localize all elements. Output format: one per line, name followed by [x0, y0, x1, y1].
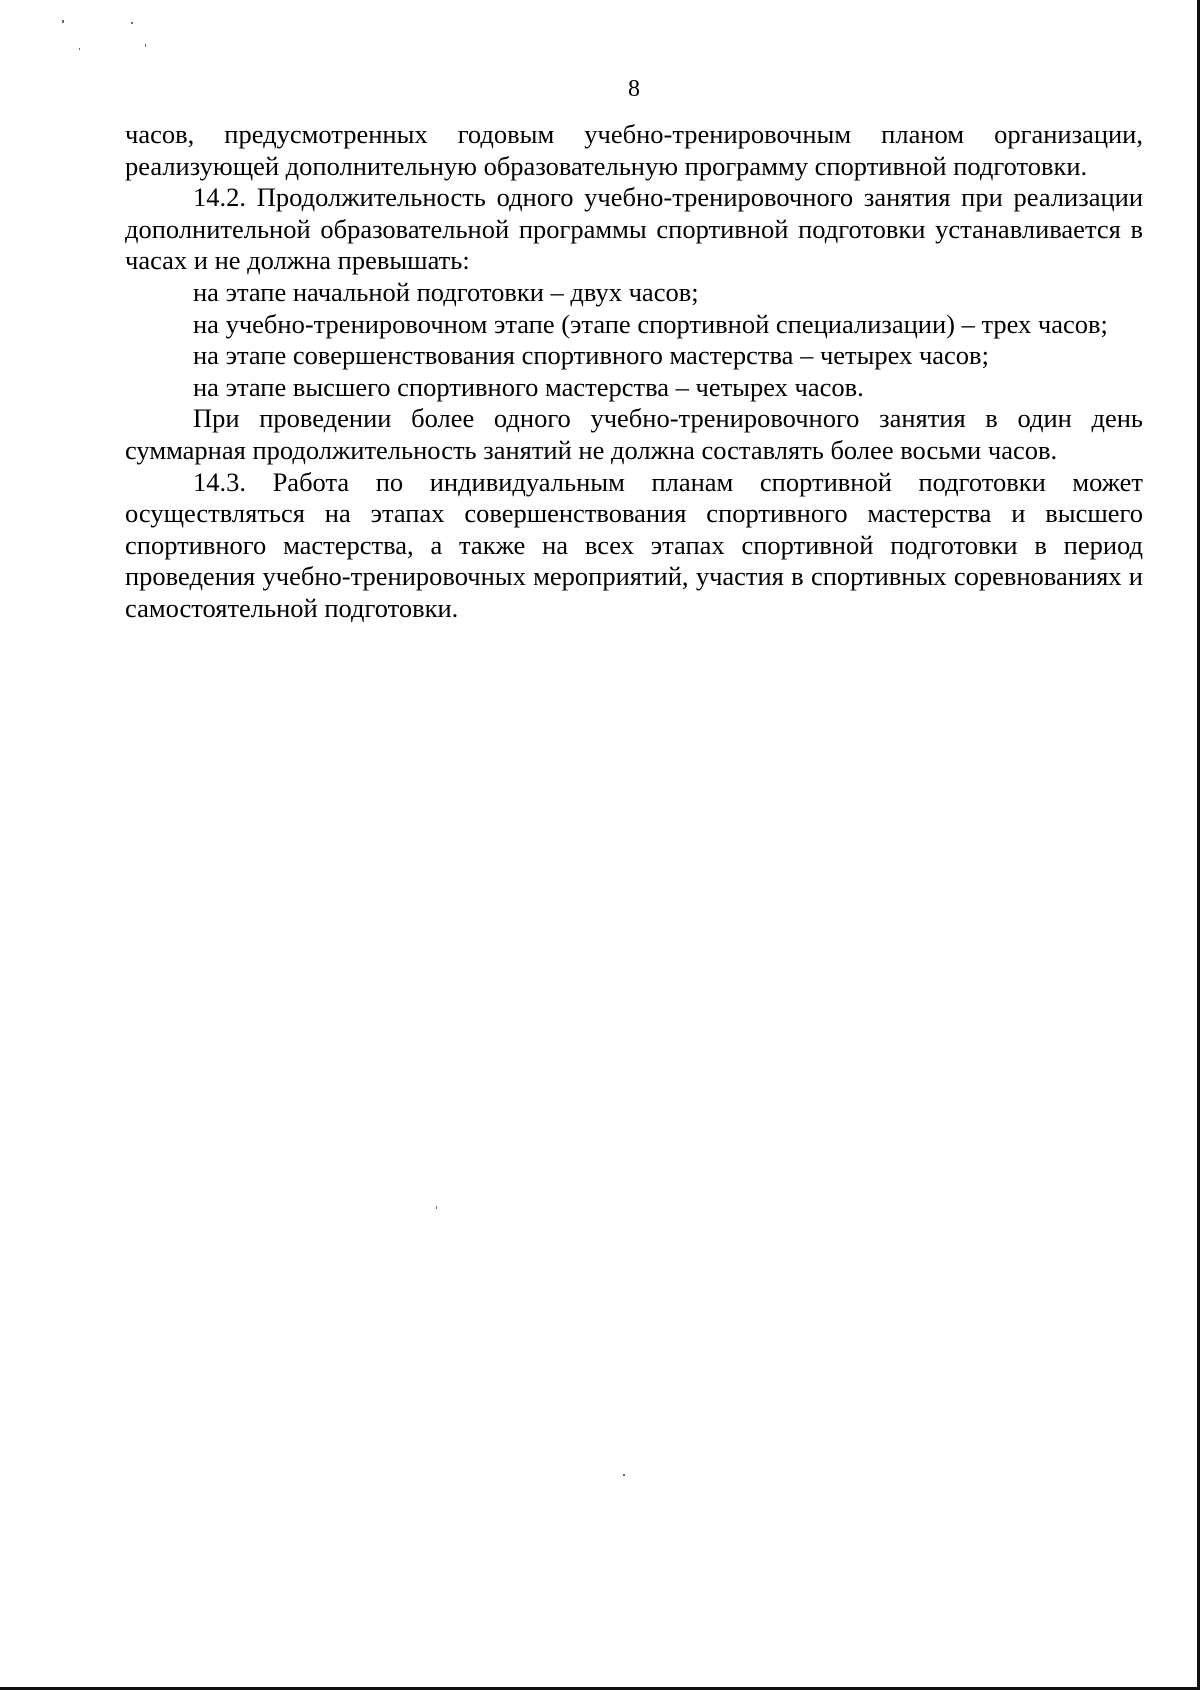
list-item-higher-mastery-stage: на этапе высшего спортивного мастерства – четырех часов.	[193, 371, 864, 402]
scan-speck	[62, 20, 64, 23]
scan-speck	[79, 48, 80, 50]
scan-speck	[145, 44, 146, 47]
scan-speck	[623, 1474, 625, 1476]
list-item-improvement-stage: на этапе совершенствования спортивного мастерства – четырех часов;	[193, 340, 989, 371]
paragraph-14-2: 14.2. Продолжительность одного учебно-тренировочного занятия при реализации дополнительной образовательной программы спортивной подготовки устанавливается в часах и не должна превышать:	[125, 182, 1143, 276]
page-number: 8	[628, 76, 640, 102]
paragraph-intro-continuation: часов, предусмотренных годовым учебно-тренировочным планом организации, реализующей дополнительную образовательную программу спортивной подготовки.	[125, 119, 1143, 181]
scan-speck	[436, 1206, 437, 1209]
paragraph-14-3: 14.3. Работа по индивидуальным планам спортивной подготовки может осуществляться на этапах совершенствования спортивного мастерства и высшего спортивного мастерства, а также на всех этапах спортивной подготовки в период проведения учебно-тренировочных мероприятий, участия в спортивных соревнованиях и самостоятельной подготовки.	[125, 466, 1143, 623]
paragraph-multiple-sessions: При проведении более одного учебно-тренировочного занятия в один день суммарная продолжительность занятий не должна составлять более восьми часов.	[125, 403, 1143, 465]
scan-speck	[131, 22, 133, 24]
list-item-initial-stage: на этапе начальной подготовки – двух часов;	[193, 276, 699, 307]
document-body	[125, 119, 1143, 625]
list-item-training-stage: на учебно-тренировочном этапе (этапе спортивной специализации) – трех часов;	[193, 308, 1108, 339]
